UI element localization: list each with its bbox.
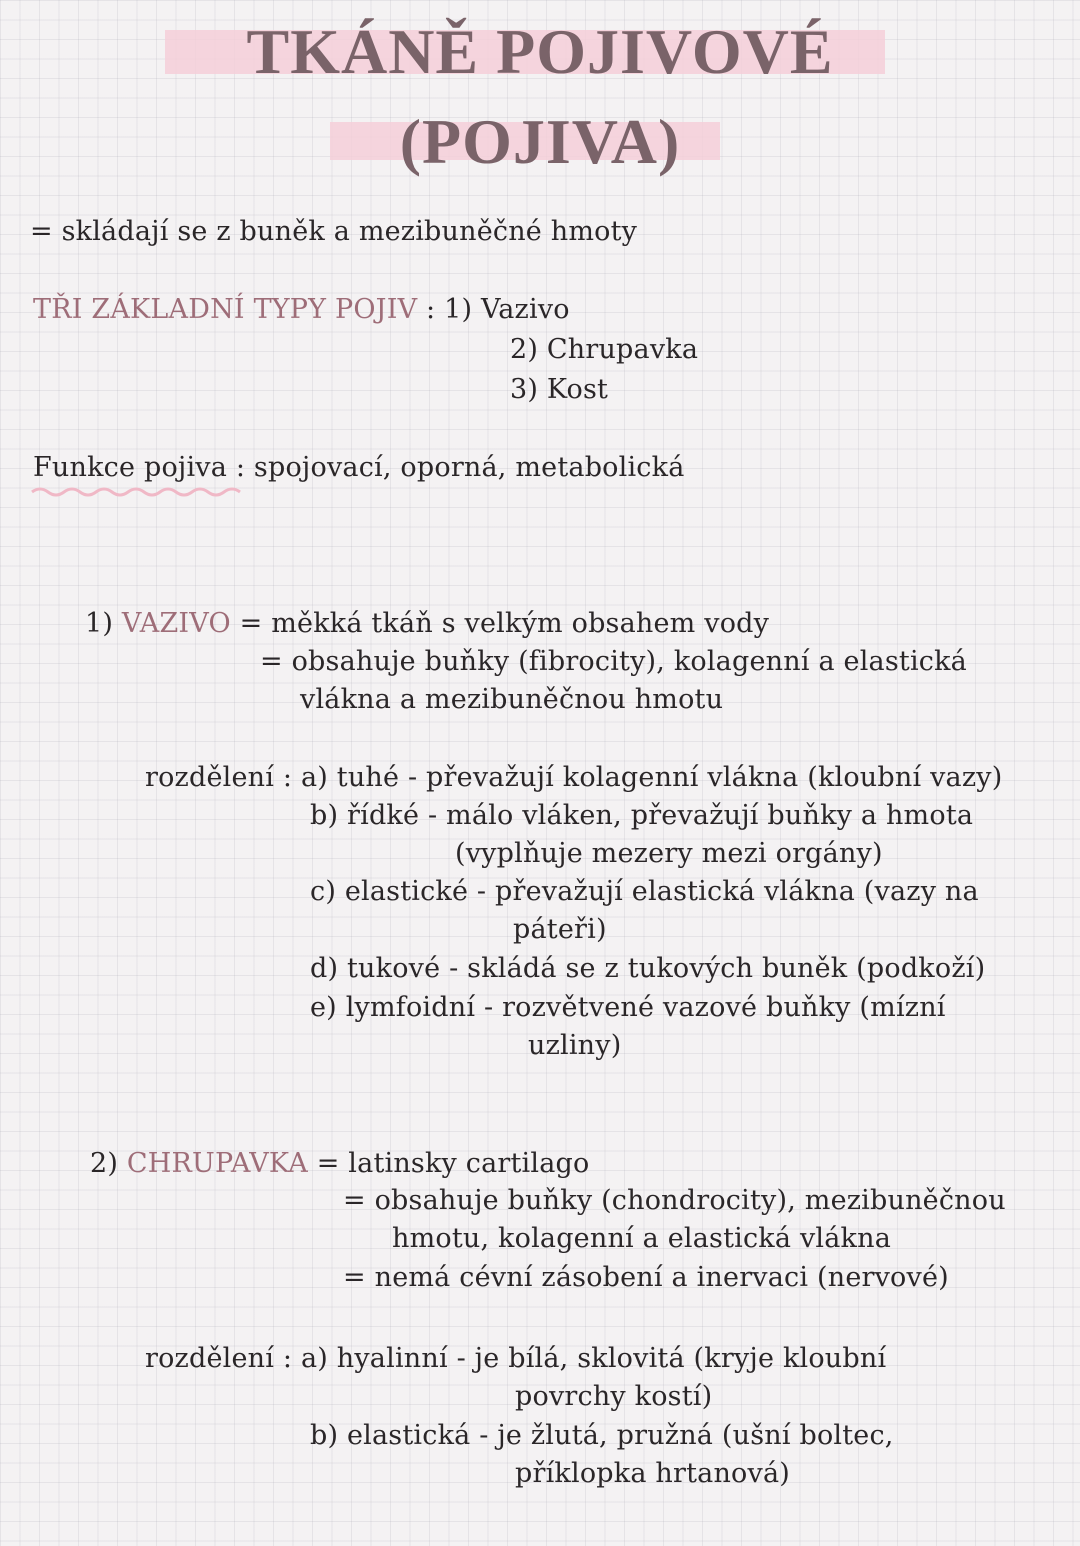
vazivo-division-b: b) řídké - málo vláken, převažují buňky a hmota xyxy=(310,800,974,831)
vazivo-division-e: e) lymfoidní - rozvětvené vazové buňky (mízní xyxy=(310,992,946,1023)
chrupavka-name: CHRUPAVKA xyxy=(126,1148,308,1179)
vazivo-division-c: c) elastické - převažují elastická vlákna (vazy na xyxy=(310,876,979,907)
vazivo-division-d: d) tukové - skládá se z tukových buněk (podkoží) xyxy=(310,953,986,984)
chrupavka-line1: = latinsky cartilago xyxy=(307,1148,590,1179)
page-title-line2: (POJIVA) xyxy=(399,106,681,177)
chrupavka-division-a: a) hyalinní - je bílá, sklovitá (kryje kloubní xyxy=(300,1343,887,1374)
chrupavka-division-label: rozdělení : xyxy=(145,1343,301,1374)
types-item-3: 3) Kost xyxy=(510,374,609,405)
vazivo-line3: vlákna a mezibuněčnou hmotu xyxy=(300,684,724,715)
functions-text: : spojovací, oporná, metabolická xyxy=(227,452,685,483)
functions-underline-squiggle xyxy=(30,484,250,498)
vazivo-heading xyxy=(85,610,769,637)
chrupavka-division-row-a xyxy=(145,1345,886,1372)
vazivo-division-e-cont: uzliny) xyxy=(528,1030,622,1061)
vazivo-division-b-cont: (vyplňuje mezery mezi orgány) xyxy=(455,838,883,869)
vazivo-name: VAZIVO xyxy=(121,608,231,639)
functions-label: Funkce pojiva xyxy=(33,452,228,483)
types-separator: : xyxy=(417,294,445,325)
chrupavka-line4: = nemá cévní zásobení a inervaci (nervové) xyxy=(343,1262,949,1293)
functions-row xyxy=(33,454,685,481)
chrupavka-division-b: b) elastická - je žlutá, pružná (ušní boltec, xyxy=(310,1420,894,1451)
vazivo-line1: = měkká tkáň s velkým obsahem vody xyxy=(230,608,770,639)
vazivo-line2: = obsahuje buňky (fibrocity), kolagenní a elastická xyxy=(260,646,967,677)
chrupavka-line2: = obsahuje buňky (chondrocity), mezibuněčnou xyxy=(343,1185,1006,1216)
vazivo-division-row-a xyxy=(145,764,1002,791)
vazivo-division-c-cont: páteři) xyxy=(513,914,607,945)
chrupavka-number: 2) xyxy=(90,1148,127,1179)
definition-text: = skládají se z buněk a mezibuněčné hmoty xyxy=(30,216,638,247)
vazivo-division-label: rozdělení : xyxy=(145,762,301,793)
vazivo-number: 1) xyxy=(85,608,122,639)
types-row xyxy=(33,296,570,323)
page-title-line1: TKÁNĚ POJIVOVÉ xyxy=(246,16,834,87)
chrupavka-division-a-cont: povrchy kostí) xyxy=(515,1381,713,1412)
types-item-2: 2) Chrupavka xyxy=(510,334,699,365)
chrupavka-line3: hmotu, kolagenní a elastická vlákna xyxy=(392,1223,891,1254)
types-label: TŘI ZÁKLADNÍ TYPY POJIV xyxy=(33,294,418,325)
chrupavka-division-b-cont: příklopka hrtanová) xyxy=(515,1458,790,1489)
vazivo-division-a: a) tuhé - převažují kolagenní vlákna (kloubní vazy) xyxy=(300,762,1003,793)
types-item-1: 1) Vazivo xyxy=(444,294,570,325)
chrupavka-heading xyxy=(90,1150,589,1177)
